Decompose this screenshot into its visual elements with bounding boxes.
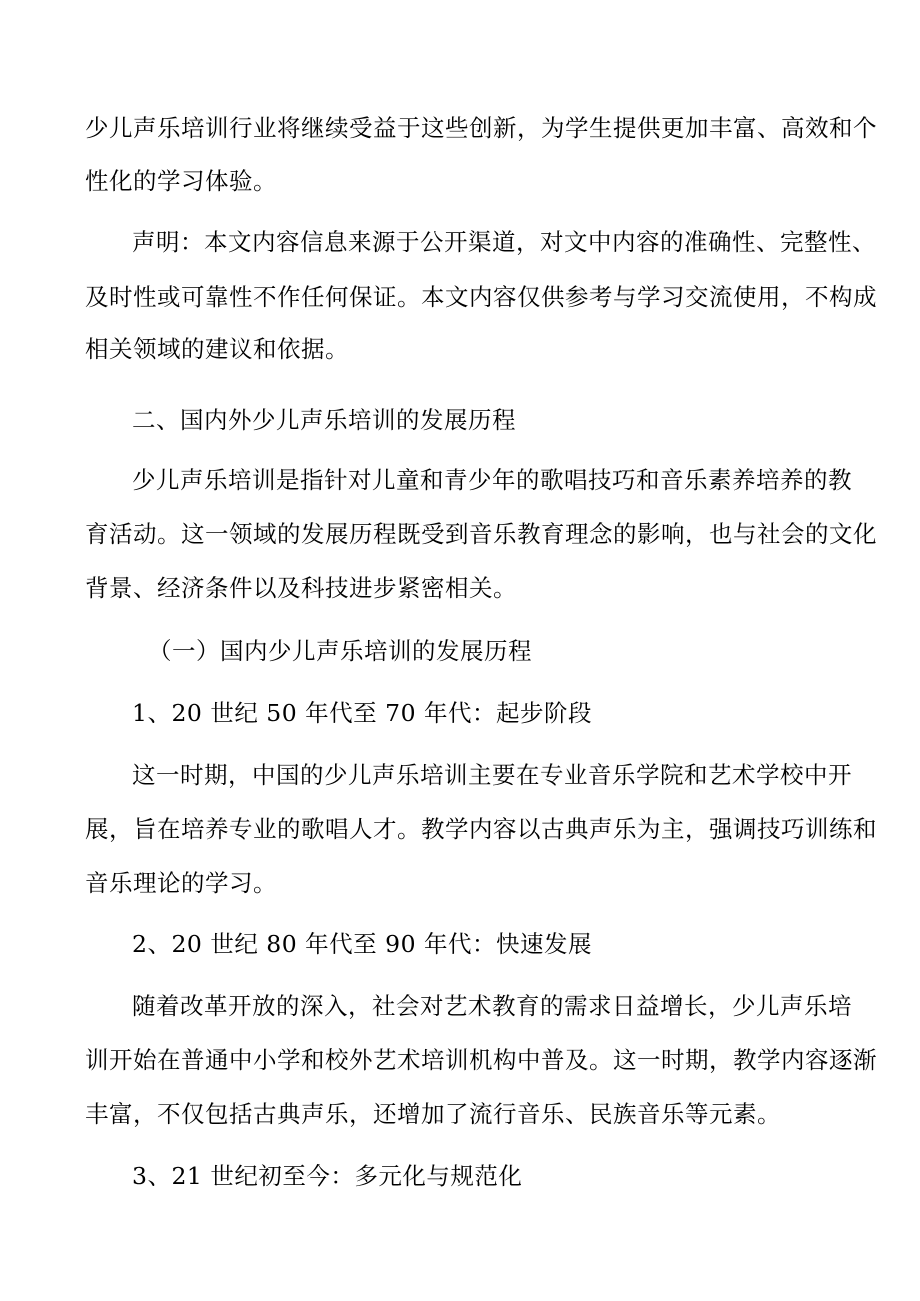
paragraph-line: 育活动。这一领域的发展历程既受到音乐教育理念的影响，也与社会的文化 [85, 520, 877, 548]
paragraph-line: 丰富，不仅包括古典声乐，还增加了流行音乐、民族音乐等元素。 [85, 1100, 781, 1128]
paragraph-line: 少儿声乐培训行业将继续受益于这些创新，为学生提供更加丰富、高效和个 [85, 114, 877, 142]
disclaimer-line: 及时性或可靠性不作任何保证。本文内容仅供参考与学习交流使用，不构成 [85, 283, 877, 311]
section-heading: 二、国内外少儿声乐培训的发展历程 [132, 406, 516, 434]
item-heading: 1、20 世纪 50 年代至 70 年代：起步阶段 [132, 699, 593, 727]
item-heading: 2、20 世纪 80 年代至 90 年代：快速发展 [132, 930, 593, 958]
paragraph-line: 展，旨在培养专业的歌唱人才。教学内容以古典声乐为主，强调技巧训练和 [85, 815, 877, 843]
subsection-heading: （一）国内少儿声乐培训的发展历程 [148, 637, 532, 665]
paragraph-line: 少儿声乐培训是指针对儿童和青少年的歌唱技巧和音乐素养培养的教 [132, 466, 852, 494]
paragraph-line: 性化的学习体验。 [85, 167, 277, 195]
item-heading: 3、21 世纪初至今：多元化与规范化 [132, 1162, 523, 1190]
paragraph-line: 训开始在普通中小学和校外艺术培训机构中普及。这一时期，教学内容逐渐 [85, 1046, 877, 1074]
disclaimer-line: 声明：本文内容信息来源于公开渠道，对文中内容的准确性、完整性、 [132, 228, 876, 256]
paragraph-line: 背景、经济条件以及科技进步紧密相关。 [85, 574, 517, 602]
paragraph-line: 随着改革开放的深入，社会对艺术教育的需求日益增长，少儿声乐培 [132, 992, 852, 1020]
paragraph-line: 音乐理论的学习。 [85, 869, 277, 897]
disclaimer-line: 相关领域的建议和依据。 [85, 335, 349, 363]
paragraph-line: 这一时期，中国的少儿声乐培训主要在专业音乐学院和艺术学校中开 [132, 761, 852, 789]
